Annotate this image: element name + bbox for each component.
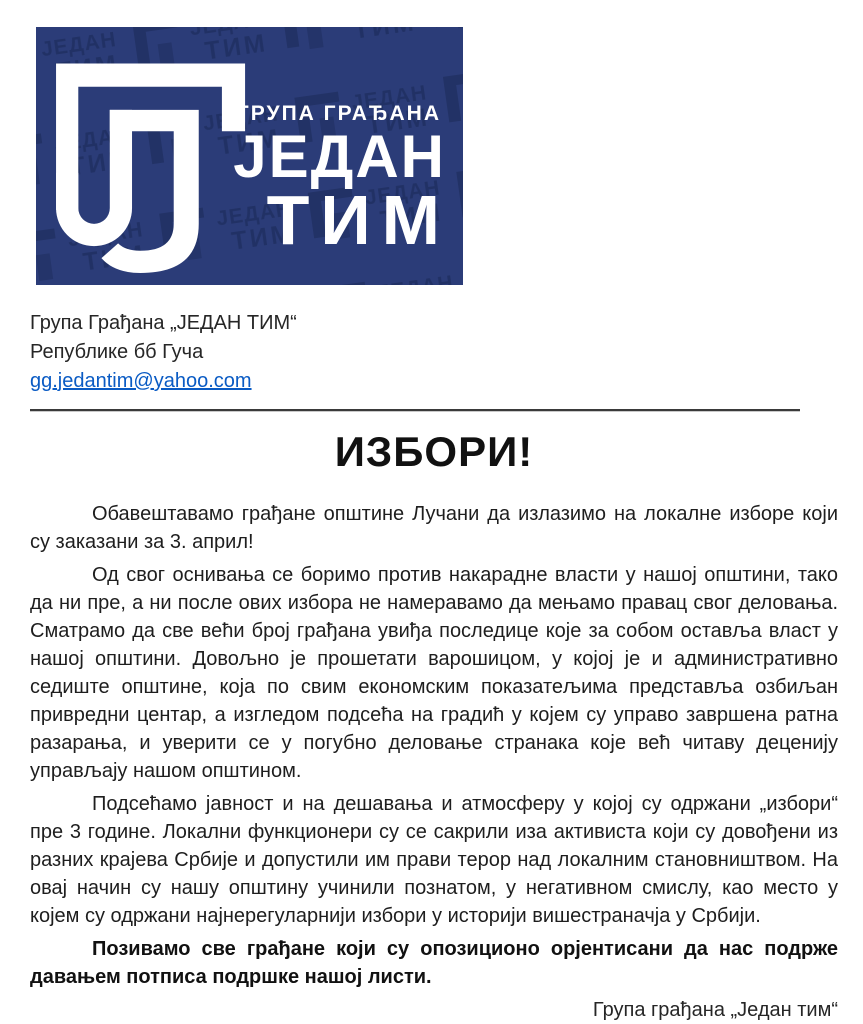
contact-block bbox=[30, 309, 838, 396]
paragraph-announcement: Обавештавамо грађане општине Лучани да излазимо на локалне изборе који су заказани за 3. април! bbox=[30, 503, 838, 553]
call-to-action-paragraph: Позивамо све грађане који су опозиционо орјентисани да нас подрже давањем потписа подршке нашој листи. bbox=[30, 938, 838, 988]
jedan-tim-logo bbox=[36, 27, 463, 285]
org-name: Група Грађана „ЈЕДАН ТИМ“ bbox=[30, 312, 297, 334]
signature: Група грађана „Један тим“ bbox=[592, 999, 838, 1021]
org-address: Републике бб Гуча bbox=[30, 341, 204, 363]
paragraph-past-elections: Подсећамо јавност и на дешавања и атмосферу у којој су одржани „избори“ пре 3 године. Локални функционери су се сакрили иза активиста који су довођени из разних крајева Србије и допустили им прави терор над локалним становништвом. На овај начин су нашу општину учинили познатом, у негативном смислу, као место у којем су одржани најнерегуларнији избори у историји вишестраначја у Србији. bbox=[30, 793, 838, 927]
paragraph-criticism: Од свог оснивања се боримо против накарадне власти у нашој општини, тако да ни пре, а ни после ових избора не намеравамо да мењамо правац свог деловања. Сматрамо да све већи број грађана увиђа последице које за собом оставља власт у нашој општини. Довољно је прошетати варошицом, у којој је и административно седиште општине, која по свим економским показатељима представља озбиљан привредни центар, а изгледом подсећа на градић у којем су управо завршена ратна разарања, и уверити се у погубно деловање странака које већ читаву деценију управљају нашом општином. bbox=[30, 564, 838, 782]
email-link[interactable]: gg.jedantim@yahoo.com bbox=[30, 370, 252, 392]
jt-monogram bbox=[44, 41, 246, 277]
document-body bbox=[30, 500, 838, 991]
page-title: ИЗБОРИ! bbox=[334, 428, 534, 475]
logo-tagline: ГРУПА ГРАЂАНА bbox=[236, 102, 441, 125]
horizontal-rule bbox=[30, 409, 800, 412]
logo-name-line1: ЈЕДАН bbox=[233, 123, 446, 190]
logo-name-line2: ТИМ bbox=[266, 181, 451, 259]
